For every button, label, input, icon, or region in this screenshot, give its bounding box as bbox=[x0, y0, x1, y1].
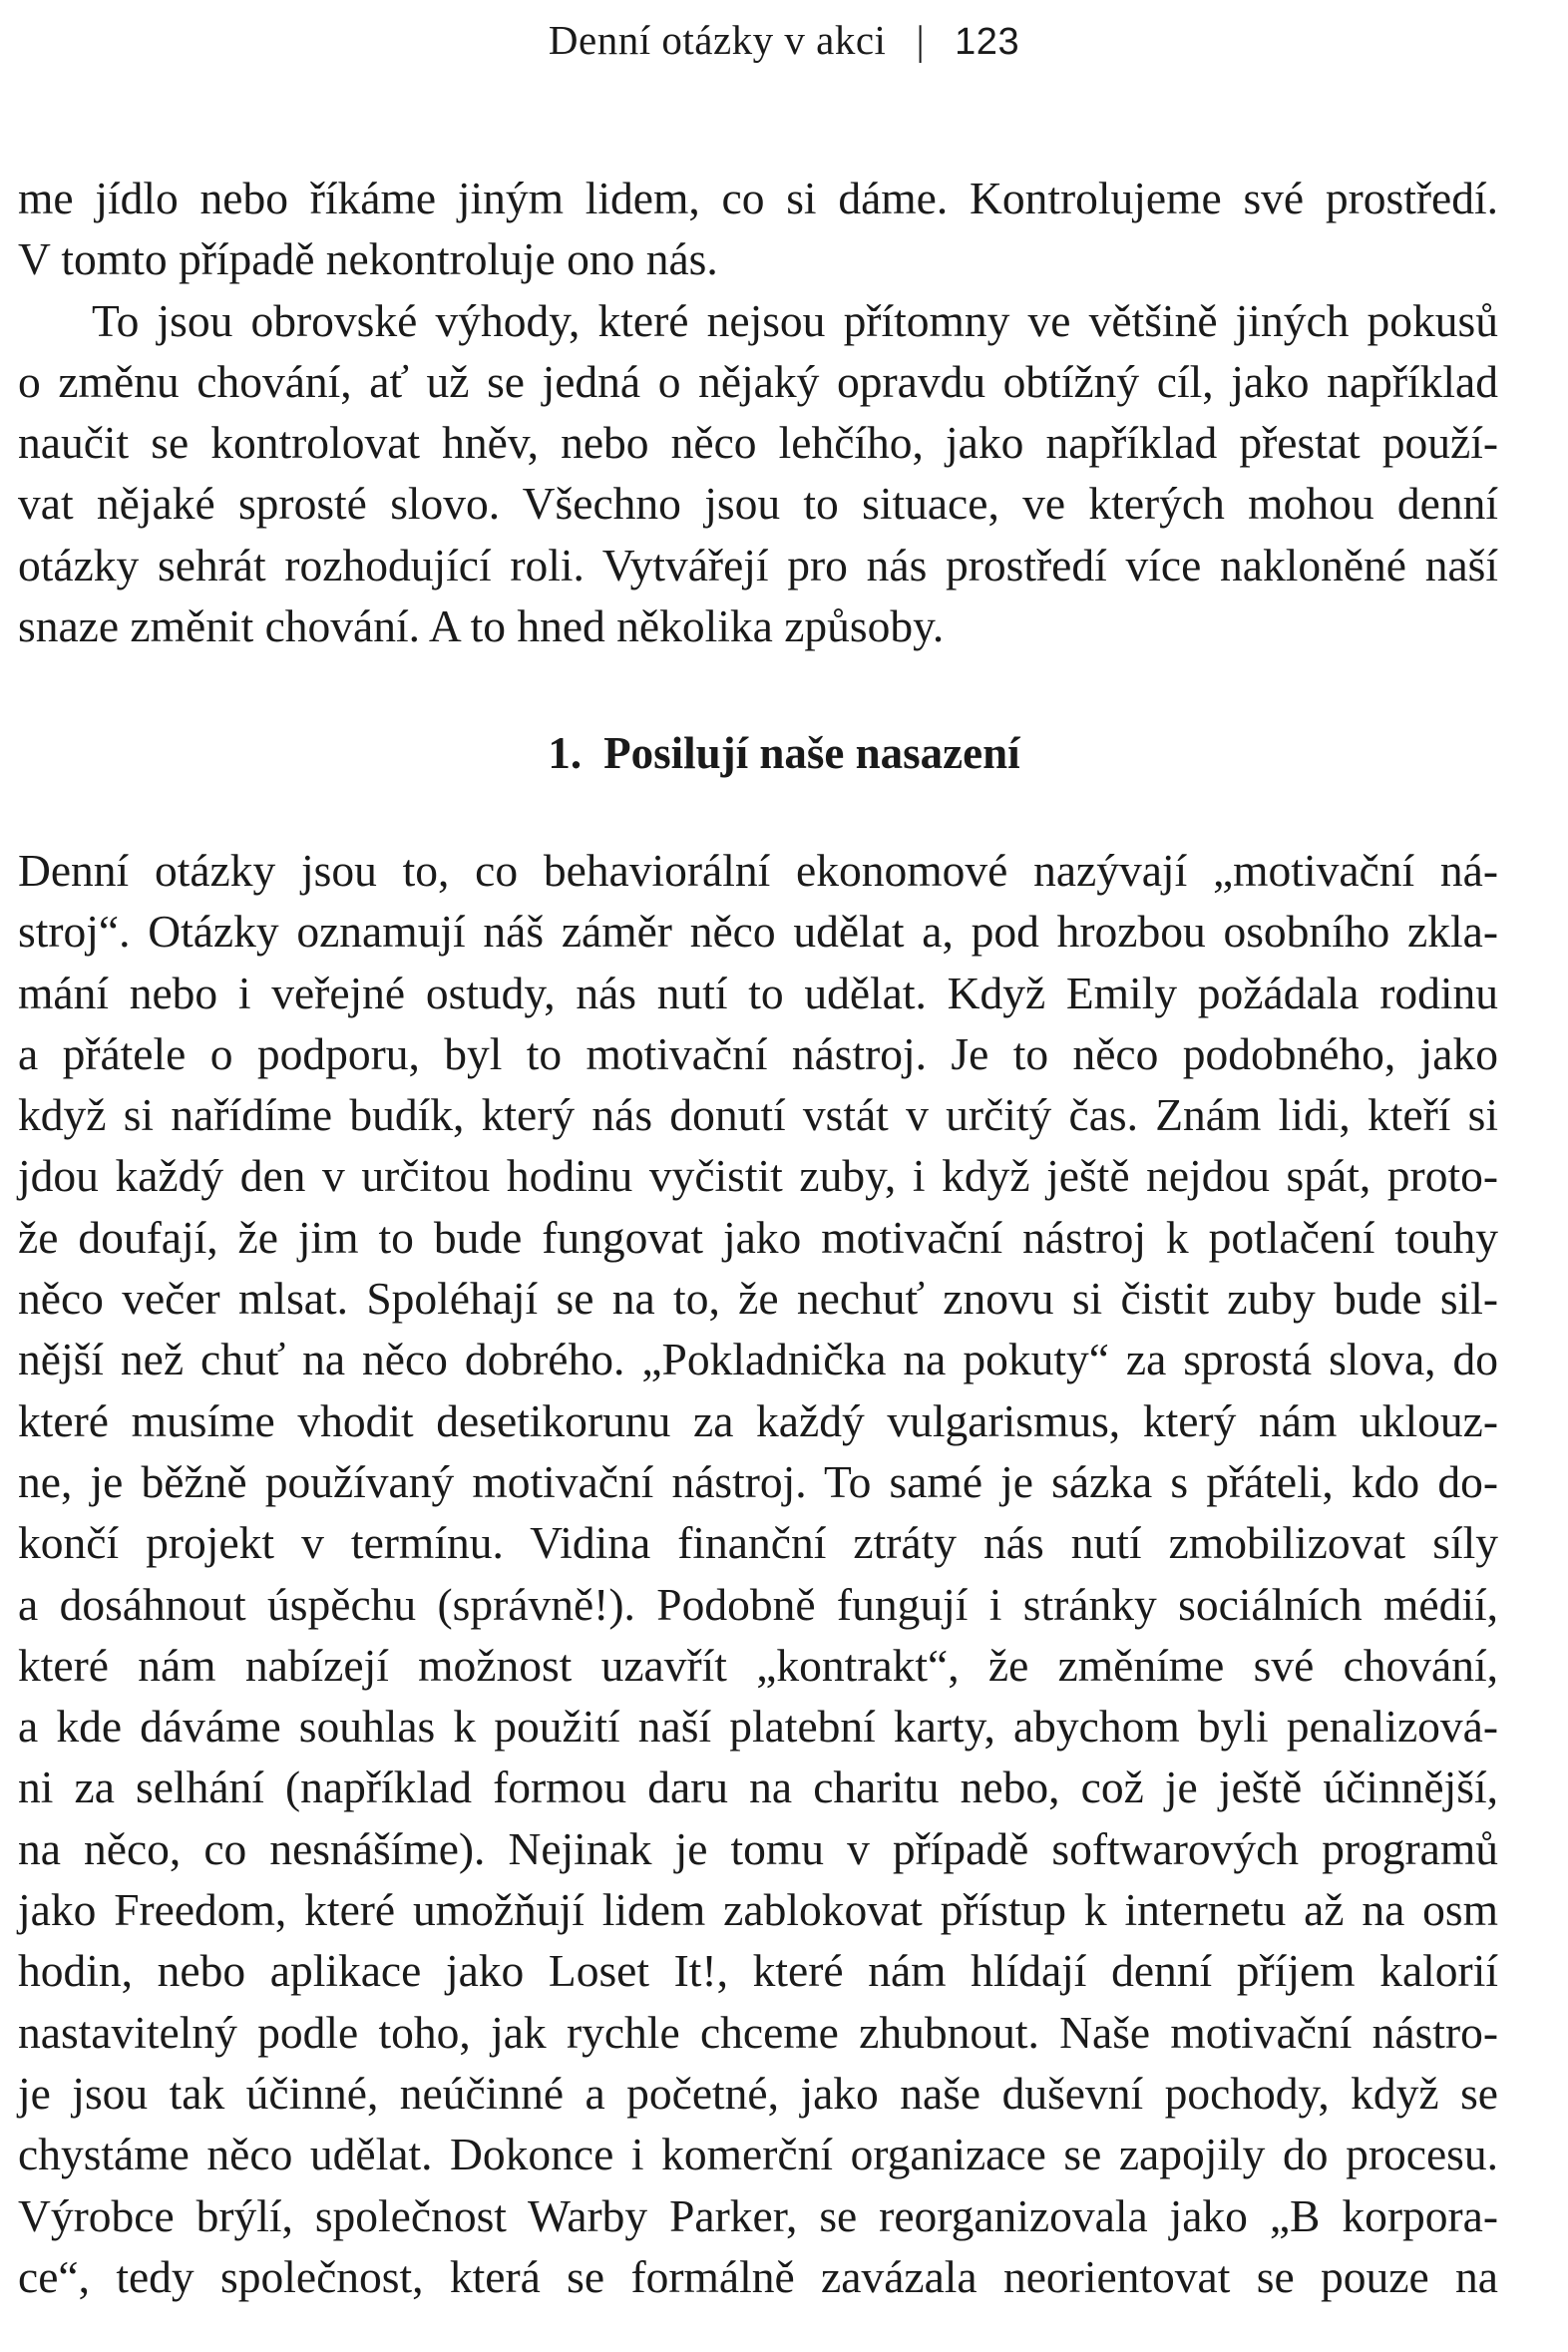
section-heading bbox=[0, 723, 1568, 783]
paragraph-3-line: nější než chuť na něco dobrého. „Pokladnička na pokuty“ za sprostá slova, do bbox=[18, 1334, 1498, 1385]
text-block-upper bbox=[18, 168, 1498, 656]
paragraph-3-line: hodin, nebo aplikace jako Loset It!, které nám hlídají denní příjem kalorií bbox=[18, 1945, 1498, 1997]
paragraph-3-line: končí projekt v termínu. Vidina finanční ztráty nás nutí zmobilizovat síly bbox=[18, 1517, 1498, 1569]
paragraph-3-line: je jsou tak účinné, neúčinné a početné, jako naše duševní pochody, když se bbox=[18, 2067, 1498, 2119]
paragraph-2-line: To jsou obrovské výhody, které nejsou přítomny ve většině jiných pokusů bbox=[92, 294, 1498, 346]
paragraph-3-line: které musíme vhodit desetikorunu za každý vulgarismus, který nám uklouz- bbox=[18, 1394, 1498, 1446]
paragraph-3-line: ce“, tedy společnost, která se formálně zavázala neorientovat se pouze na bbox=[18, 2250, 1498, 2302]
paragraph-2-line: otázky sehrát rozhodující roli. Vytvářejí pro nás prostředí více nakloněné naší bbox=[18, 539, 1498, 590]
paragraph-1-line: V tomto případě nekontroluje ono nás. bbox=[18, 233, 718, 285]
paragraph-2-line: snaze změnit chování. A to hned několika způsoby. bbox=[18, 600, 945, 652]
paragraph-3-line: když si nařídíme budík, který nás donutí vstát v určitý čas. Znám lidi, kteří si bbox=[18, 1089, 1498, 1141]
paragraph-3-line: a dosáhnout úspěchu (správně!). Podobně fungují i stránky sociálních médií, bbox=[18, 1578, 1498, 1630]
chapter-title: Denní otázky v akci bbox=[548, 17, 887, 63]
paragraph-3-line: Denní otázky jsou to, co behaviorální ekonomové nazývají „motivační ná- bbox=[18, 845, 1498, 896]
paragraph-2-line: o změnu chování, ať už se jedná o nějaký opravdu obtížný cíl, jako například bbox=[18, 355, 1498, 407]
paragraph-3-line: ni za selhání (například formou daru na charitu nebo, což je ještě účinnější, bbox=[18, 1762, 1498, 1813]
paragraph-3-line: stroj“. Otázky oznamují náš záměr něco udělat a, pod hrozbou osobního zkla- bbox=[18, 906, 1498, 958]
paragraph-1-line: me jídlo nebo říkáme jiným lidem, co si dáme. Kontrolujeme své prostředí. bbox=[18, 173, 1498, 223]
running-header bbox=[0, 14, 1568, 68]
page-number: 123 bbox=[955, 21, 1020, 63]
paragraph-3-line: jdou každý den v určitou hodinu vyčistit zuby, i když ještě nejdou spát, proto- bbox=[18, 1150, 1498, 1202]
paragraph-3-line: ne, je běžně používaný motivační nástroj. To samé je sázka s přáteli, kdo do- bbox=[18, 1455, 1498, 1507]
section-number: 1. bbox=[548, 728, 583, 778]
text-block-lower bbox=[18, 840, 1498, 2307]
paragraph-2-line: vat nějaké sprosté slovo. Všechno jsou to situace, ve kterých mohou denní bbox=[18, 478, 1498, 530]
section-title: Posilují naše nasazení bbox=[603, 728, 1020, 778]
paragraph-3-line: jako Freedom, které umožňují lidem zablokovat přístup k internetu až na osm bbox=[18, 1884, 1498, 1936]
paragraph-2-line: naučit se kontrolovat hněv, nebo něco lehčího, jako například přestat použí- bbox=[18, 417, 1498, 469]
paragraph-3-line: které nám nabízejí možnost uzavřít „kontrakt“, že změníme své chování, bbox=[18, 1639, 1498, 1691]
paragraph-3-line: Výrobce brýlí, společnost Warby Parker, se reorganizovala jako „B korpora- bbox=[18, 2189, 1498, 2241]
paragraph-3-line: mání nebo i veřejné ostudy, nás nutí to udělat. Když Emily požádala rodinu bbox=[18, 967, 1498, 1018]
paragraph-3-line: že doufají, že jim to bude fungovat jako motivační nástroj k potlačení touhy bbox=[18, 1211, 1498, 1263]
paragraph-3-line: chystáme něco udělat. Dokonce i komerční organizace se zapojily do procesu. bbox=[18, 2129, 1498, 2180]
paragraph-3-line: na něco, co nesnášíme). Nejinak je tomu v případě softwarových programů bbox=[18, 1822, 1498, 1874]
header-separator: | bbox=[916, 17, 926, 63]
paragraph-3-line: a kde dáváme souhlas k použití naší platební karty, abychom byli penalizová- bbox=[18, 1701, 1498, 1753]
paragraph-3-line: a přátele o podporu, byl to motivační nástroj. Je to něco podobného, jako bbox=[18, 1027, 1498, 1079]
paragraph-3-line: nastavitelný podle toho, jak rychle chceme zhubnout. Naše motivační nástro- bbox=[18, 2006, 1498, 2058]
paragraph-3-line: něco večer mlsat. Spoléhají se na to, že nechuť znovu si čistit zuby bude sil- bbox=[18, 1273, 1498, 1325]
